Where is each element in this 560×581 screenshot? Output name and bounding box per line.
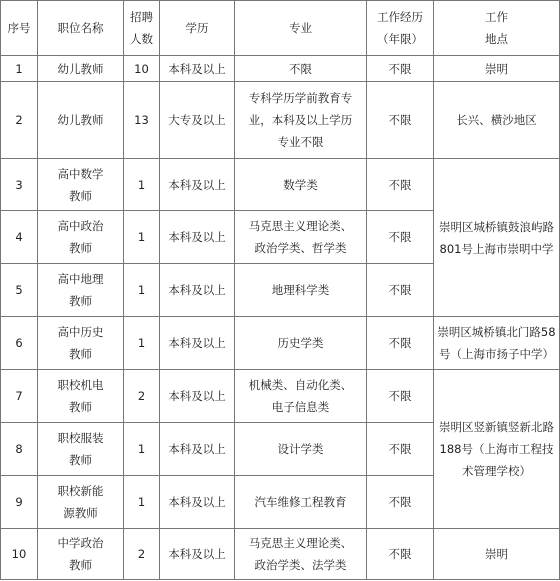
cell-no: 3: [1, 159, 38, 211]
cell-education: 本科及以上: [160, 476, 235, 529]
cell-major: 地理科学类: [235, 264, 367, 317]
cell-position: 幼儿教师: [38, 56, 124, 82]
cell-experience: 不限: [367, 56, 434, 82]
cell-position: 职校机电 教师: [38, 370, 124, 423]
cell-experience: 不限: [367, 529, 434, 580]
cell-major: 专科学历学前教育专 业，本科及以上学历 专业不限: [235, 82, 367, 159]
cell-location: 崇明区竖新镇竖新北路 188号（上海市工程技 术管理学校）: [434, 370, 560, 529]
cell-education: 本科及以上: [160, 423, 235, 476]
cell-major: 机械类、自动化类、 电子信息类: [235, 370, 367, 423]
cell-count: 1: [124, 423, 160, 476]
cell-position: 职校新能 源教师: [38, 476, 124, 529]
cell-experience: 不限: [367, 423, 434, 476]
cell-count: 1: [124, 211, 160, 264]
header-no: 序号: [1, 1, 38, 56]
cell-count: 10: [124, 56, 160, 82]
cell-count: 13: [124, 82, 160, 159]
cell-major: 马克思主义理论类、 政治学类、法学类: [235, 529, 367, 580]
header-location: 工作 地点: [434, 1, 560, 56]
header-experience: 工作经历 （年限）: [367, 1, 434, 56]
cell-major: 设计学类: [235, 423, 367, 476]
cell-no: 6: [1, 317, 38, 370]
cell-no: 4: [1, 211, 38, 264]
cell-position: 职校服装 教师: [38, 423, 124, 476]
cell-major: 汽车维修工程教育: [235, 476, 367, 529]
cell-education: 本科及以上: [160, 317, 235, 370]
cell-education: 本科及以上: [160, 159, 235, 211]
cell-education: 本科及以上: [160, 56, 235, 82]
table-row: [1, 56, 560, 82]
cell-experience: 不限: [367, 476, 434, 529]
cell-education: 本科及以上: [160, 264, 235, 317]
cell-location: 长兴、横沙地区: [434, 82, 560, 159]
table-row: [1, 82, 560, 159]
cell-count: 1: [124, 159, 160, 211]
header-education: 学历: [160, 1, 235, 56]
cell-location: 崇明: [434, 529, 560, 580]
cell-no: 9: [1, 476, 38, 529]
cell-no: 7: [1, 370, 38, 423]
cell-education: 本科及以上: [160, 211, 235, 264]
cell-position: 高中数学 教师: [38, 159, 124, 211]
cell-major: 不限: [235, 56, 367, 82]
cell-major: 马克思主义理论类、 政治学类、哲学类: [235, 211, 367, 264]
cell-position: 中学政治 教师: [38, 529, 124, 580]
cell-experience: 不限: [367, 264, 434, 317]
cell-experience: 不限: [367, 159, 434, 211]
cell-location: 崇明: [434, 56, 560, 82]
table-row: [1, 159, 560, 211]
cell-no: 8: [1, 423, 38, 476]
cell-major: 数学类: [235, 159, 367, 211]
table-row: [1, 370, 560, 423]
cell-location: 崇明区城桥镇北门路58 号（上海市扬子中学）: [434, 317, 560, 370]
cell-no: 10: [1, 529, 38, 580]
cell-position: 高中政治 教师: [38, 211, 124, 264]
cell-count: 1: [124, 264, 160, 317]
header-count: 招聘 人数: [124, 1, 160, 56]
cell-no: 5: [1, 264, 38, 317]
cell-position: 幼儿教师: [38, 82, 124, 159]
cell-no: 2: [1, 82, 38, 159]
cell-count: 1: [124, 317, 160, 370]
cell-position: 高中历史 教师: [38, 317, 124, 370]
cell-no: 1: [1, 56, 38, 82]
cell-education: 本科及以上: [160, 370, 235, 423]
header-major: 专业: [235, 1, 367, 56]
cell-experience: 不限: [367, 211, 434, 264]
cell-education: 本科及以上: [160, 529, 235, 580]
header-row: [1, 1, 560, 56]
cell-location: 崇明区城桥镇鼓浪屿路 801号上海市崇明中学: [434, 159, 560, 317]
cell-position: 高中地理 教师: [38, 264, 124, 317]
table-row: [1, 529, 560, 580]
cell-education: 大专及以上: [160, 82, 235, 159]
cell-experience: 不限: [367, 82, 434, 159]
header-position: 职位名称: [38, 1, 124, 56]
cell-count: 2: [124, 370, 160, 423]
table-row: [1, 317, 560, 370]
cell-count: 1: [124, 476, 160, 529]
cell-experience: 不限: [367, 317, 434, 370]
cell-experience: 不限: [367, 370, 434, 423]
cell-major: 历史学类: [235, 317, 367, 370]
cell-count: 2: [124, 529, 160, 580]
